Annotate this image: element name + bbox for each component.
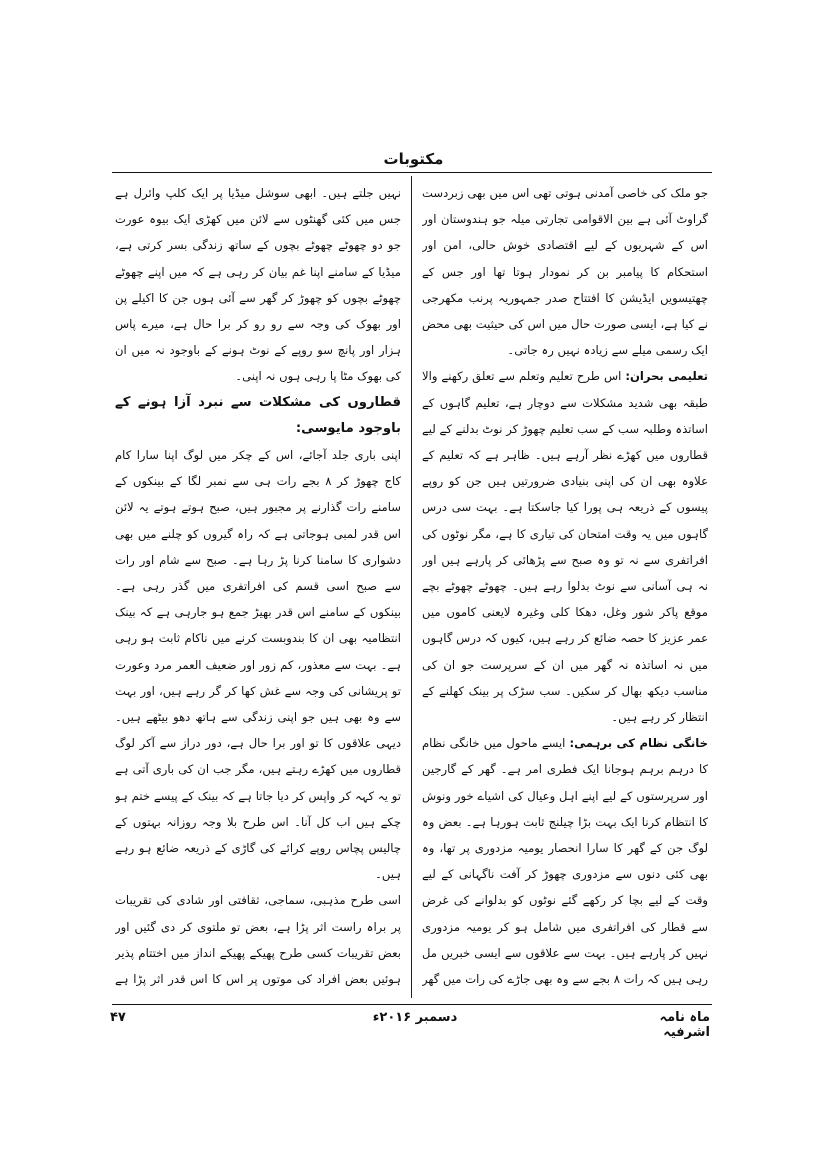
paragraph: جو ملک کی خاصی آمدنی ہوتی تھی اس میں بھی زبردست گراوٹ آئی ہے بین الاقوامی تجارتی میلہ جو ہندوستان اور اس کے شہریوں کے لیے اقتصادی خوش حالی، امن اور استحکام کا پیامبر بن کر نمودار ہوتا تھا اور جس کے چھتیسویں ایڈیشن کا افتتاح صدر جمہوریہ پرنب مکھرجی نے کیا ہے، ایسی صورت حال میں اس کی حیثیت بھی محض ایک رسمی میلے سے زیادہ نہیں رہ جاتی۔ xyxy=(422,186,708,358)
paragraph-text: ایسے ماحول میں خانگی نظام کا درہم برہم ہوجانا ایک فطری امر ہے۔ گھر کے گارجین اور سرپرستوں کے لیے اپنے اہل وعیال کی اشیاے خور ونوش کا انتظام کرنا ایک بہت بڑا چیلنج ثابت ہورہا ہے۔ بعض وہ لوگ جن کے گھر کا سارا انحصار یومیہ مزدوری پر تھا، وہ بھی کئی دنوں سے مزدوری چھوڑ کر آفت ناگہانی کے لیے وقت کے لیے بچا کر رکھے گئے نوٹوں کو بدلوانے کی غرض سے قطار کی افراتفری میں شامل ہو کر یومیہ مزدوری نہیں کر پارہے ہیں۔ بہت سے علاقوں سے ایسی خبریں مل رہی ہیں کہ رات ۸ بجے سے وہ بھی جاڑے کی رات میں گھر xyxy=(422,736,708,987)
page-number: ۴۷ xyxy=(110,1010,126,1025)
paragraph-text: اس طرح تعلیم وتعلم سے تعلق رکھنے والا طبقہ بھی شدید مشکلات سے دوچار ہے، تعلیم گاہوں کے اساتذہ وطلبہ سب کے سب تعلیم چھوڑ کر نوٹ بدلنے کے لیے قطاروں میں کھڑے نظر آرہے ہیں۔ ظاہر ہے کہ تعلیم کے علاوہ بھی ان کی اپنی بنیادی ضرورتیں ہیں جن کو روپے پیسوں کے ذریعہ ہی پورا کیا جاسکتا ہے۔ بہت سی درس گاہوں میں یہ وقت امتحان کی تیاری کا ہے، مگر نوٹوں کی افراتفری سے نہ تو وہ صبح سے پڑھائی کر پارہے ہیں اور نہ ہی آسانی سے نوٹ بدلوا رہے ہیں۔ چھوٹے چھوٹے بچے موقع پاکر شور وغل، دھکا کلی وغیرہ لایعنی کاموں میں عمر عزیز کا حصہ ضائع کر رہے ہیں، کیوں کہ درس گاہوں میں نہ اساتذہ نہ گھر میں ان کے سرپرست جو ان کی مناسب دیکھ بھال کر سکیں۔ سب سڑک پر بینک کھلنے کے انتظار کر رہے ہیں۔ xyxy=(422,369,708,725)
paragraph-with-heading xyxy=(422,363,708,730)
left-column xyxy=(115,180,401,998)
paragraph: اپنی باری جلد آجائے، اس کے چکر میں لوگ اپنا سارا کام کاج چھوڑ کر ۸ بجے رات ہی سے نمبر لگا کے بینکوں کے سامنے رات گذارنے پر مجبور ہیں، صبح ہوتے ہوتے یہ لائن اس قدر لمبی ہوجاتی ہے کہ راہ گیروں کو چلنے میں بھی دشواری کا سامنا کرنا پڑ رہا ہے۔ صبح سے شام اور رات سے صبح اسی قسم کی افراتفری میں گذر رہی ہے۔ بینکوں کے سامنے اس قدر بھیڑ جمع ہو جارہی ہے کہ بینک انتظامیہ بھی ان کا بندوبست کرنے میں ناکام ثابت ہو رہی ہے۔ بہت سے معذور، کم زور اور ضعیف العمر مرد وعورت تو پریشانی کی وجہ سے غش کھا کر گر رہے ہیں، اور بہت سے وہ بھی ہیں جو اپنی زندگی سے ہاتھ دھو بیٹھے ہیں۔ دیہی علاقوں کا تو اور برا حال ہے، دور دراز سے آکر لوگ قطاروں میں کھڑے رہتے ہیں، مگر جب ان کی باری آتی ہے تو یہ کہہ کر واپس کر دیا جاتا ہے کہ بینک کے پیسے ختم ہو چکے ہیں اب کل آنا۔ اس طرح بلا وجہ روزانہ بہتوں کے چالیس پچاس روپے کرائے کی گاڑی کے ذریعہ ضائع ہو رہے ہیں۔ xyxy=(115,448,401,882)
paragraph: نہیں جلتے ہیں۔ ابھی سوشل میڈیا پر ایک کلپ وائرل ہے جس میں کئی گھنٹوں سے لائن میں کھڑی ایک بیوہ عورت جو دو چھوٹے چھوٹے بچوں کے ساتھ زندگی بسر کرتی ہے، میڈیا کے سامنے اپنا غم بیان کر رہی ہے کہ میں اپنے چھوٹے چھوٹے بچوں کو چھوڑ کر گھر سے آئی ہوں جن کا اکیلے پن اور بھوک کی وجہ سے رو رو کر برا حال ہے، میرے پاس ہزار اور پانچ سو روپے کے نوٹ ہونے کے باوجود نہ میں ان کی بھوک مٹا پا رہی ہوں نہ اپنی۔ xyxy=(115,186,401,384)
right-column xyxy=(422,180,708,998)
paragraph-with-heading xyxy=(422,730,708,998)
header-divider xyxy=(112,172,712,173)
page-header-title: مکتوبات xyxy=(383,150,444,168)
paragraph: اسی طرح مذہبی، سماجی، ثقافتی اور شادی کی تقریبات پر براہ راست اثر پڑا ہے، بعض تو ملتوی کر دی گئیں اور بعض تقریبات کسی طرح پھیکے پھیکے انداز میں اختتام پذیر ہوئیں بعض افراد کی موتوں پر اس کا اس قدر اثر پڑا ہے xyxy=(115,893,401,987)
section-heading: قطاروں کی مشکلات سے نبرد آزا ہونے کے باوجود مایوسی: xyxy=(115,394,401,436)
section-heading: تعلیمی بحران: xyxy=(625,369,708,384)
column-divider xyxy=(411,176,412,998)
section-heading: خانگی نظام کی برہمی: xyxy=(569,736,708,751)
footer-date: دسمبر ۲۰۱۶ء xyxy=(372,1010,458,1025)
footer-divider xyxy=(112,1004,712,1005)
footer-magazine-name: ماہ نامہ اشرفیہ xyxy=(659,1010,710,1040)
